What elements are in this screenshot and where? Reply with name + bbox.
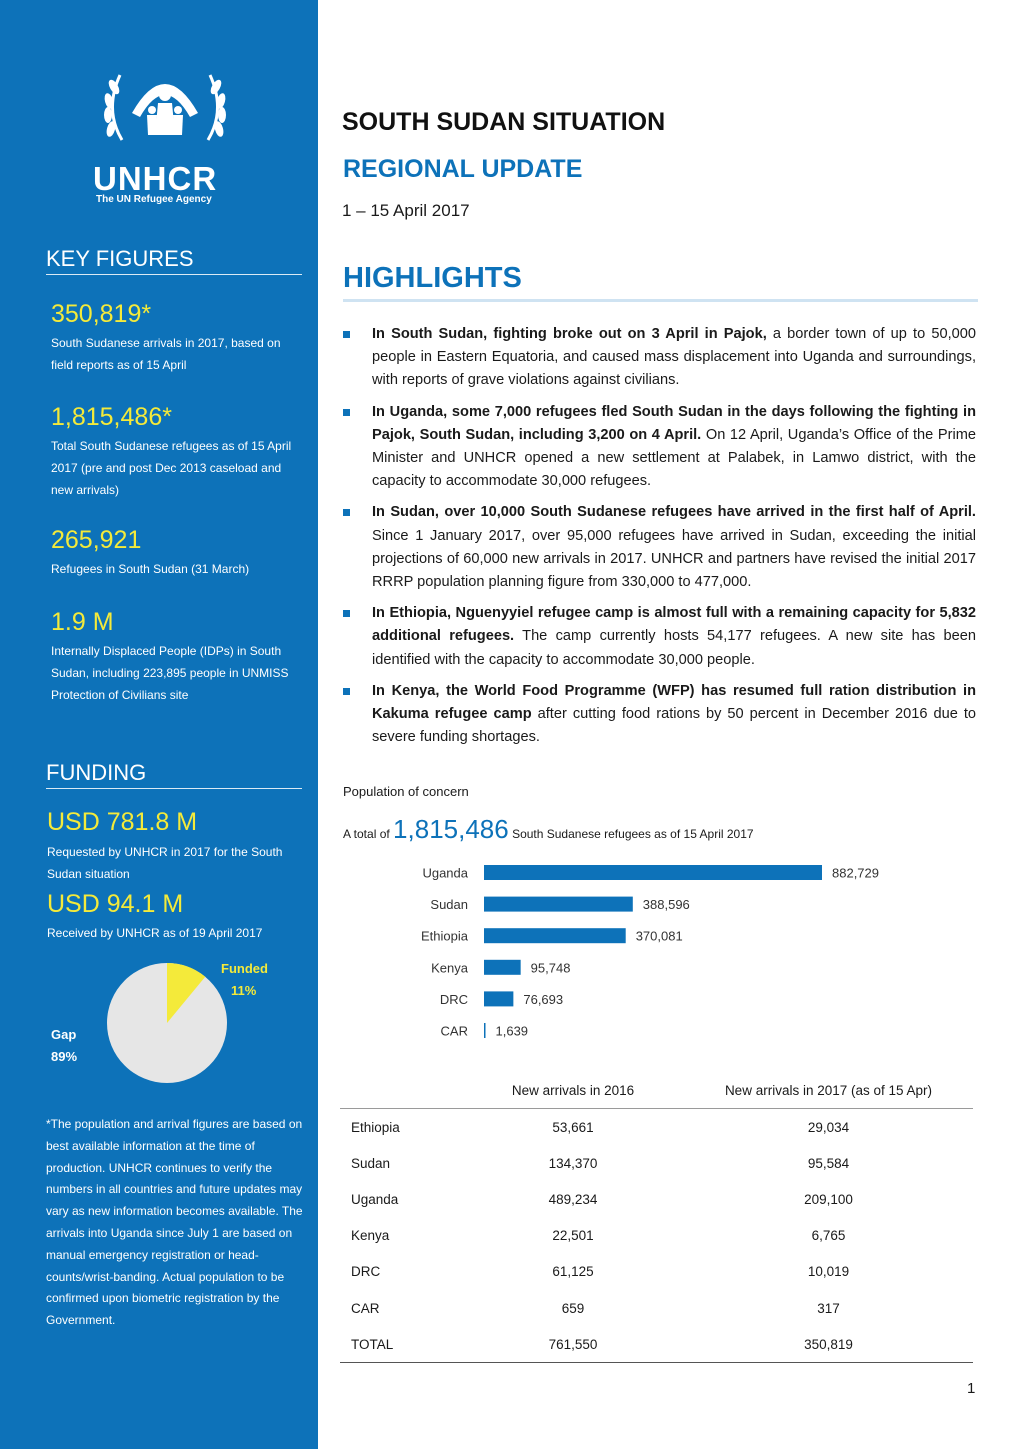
bar-category-label: Sudan (430, 897, 468, 913)
highlight-text: after cutting food rations by 50 percent in December 2016 due to severe funding shortages. (372, 706, 977, 746)
highlight-bold: In Uganda, some 7,000 refugees fled South Sudan in the days following the fighting in Pajok, South Sudan, including 3,200 on 4 April. (372, 403, 976, 443)
bar-uganda (484, 865, 822, 880)
highlight-text: a border town of up to 50,000 people in Eastern Equatoria, and caused mass displacement into Uganda and surroundings, with reports of grave violations against civilians. (372, 326, 976, 389)
bar-category-label: Uganda (422, 865, 468, 881)
table-cell-value: 209,100 (804, 1191, 853, 1207)
highlight-text: Since 1 January 2017, over 95,000 refugees have arrived in Sudan, exceeding the initial projections of 60,000 new arrivals in 2017. UNHCR and partners have revised the initial 2017 RRRP population planning figure from 330,000 to 477,000. (372, 527, 976, 591)
table-cell-value: 61,125 (552, 1264, 594, 1280)
table-row (340, 1109, 973, 1146)
funding-pie-chart (106, 962, 228, 1084)
highlights-list (343, 323, 976, 757)
key-figure-value: 265,921 (51, 526, 142, 554)
table-row (340, 1145, 973, 1181)
key-figure-desc: Internally Displaced People (IDPs) in South Sudan, including 223,895 people in UNMISS Protection of Civilians site (51, 644, 289, 702)
key-figure-value: 350,819* (51, 300, 152, 328)
total-prefix: A total of (343, 827, 390, 841)
bullet-icon (343, 409, 350, 416)
table-cell-value: 317 (817, 1300, 840, 1316)
total-suffix: South Sudanese refugees as of 15 April 2017 (512, 827, 754, 841)
highlight-text: On 12 April, Uganda’s Office of the Prime Minister and UNHCR opened a new settlement at Palabek, in Lamwo district, with the capacity to accommodate 30,000 refugees. (372, 426, 976, 490)
pie-gap-label (51, 1024, 77, 1068)
bar-category-label: Ethiopia (421, 928, 468, 944)
bar-sudan (484, 897, 633, 912)
arrivals-table (340, 1072, 973, 1363)
bullet-icon (343, 610, 350, 617)
highlight-item (343, 323, 976, 393)
table-cell-country: CAR (351, 1300, 380, 1316)
table-cell-value: 6,765 (811, 1228, 846, 1244)
bar-value-label: 388,596 (642, 897, 690, 913)
bar-car (484, 1023, 486, 1038)
report-date: 1 – 15 April 2017 (342, 201, 470, 220)
funding-desc: Received by UNHCR as of 19 April 2017 (47, 926, 263, 940)
funding-value: USD 781.8 M (47, 808, 198, 836)
table-row (340, 1181, 973, 1217)
table-row (340, 1290, 973, 1326)
pie-gap-pct: 89% (51, 1049, 78, 1064)
bar-value-label: 76,693 (523, 991, 564, 1007)
pie-funded-text: Funded (221, 961, 268, 976)
table-cell-value: 29,034 (807, 1119, 850, 1135)
key-figure-value: 1,815,486* (51, 403, 172, 431)
table-cell-value: 350,819 (684, 1326, 973, 1363)
bullet-icon (343, 688, 350, 695)
table-row (340, 1218, 973, 1254)
key-figure-desc: Total South Sudanese refugees as of 15 April 2017 (pre and post Dec 2013 caseload and new arrivals) (51, 439, 292, 497)
table-header: New arrivals in 2016 (462, 1072, 684, 1109)
table-cell-country: Ethiopia (351, 1119, 400, 1135)
key-figure-value: 1.9 M (51, 608, 114, 636)
table-cell-country: Uganda (351, 1191, 399, 1207)
table-cell-value: 489,234 (548, 1191, 598, 1207)
table-cell-value: 134,370 (548, 1155, 598, 1171)
pie-gap-text: Gap (51, 1027, 77, 1042)
bar-kenya (484, 960, 521, 975)
pie-funded-pct: 11% (231, 983, 257, 998)
bar-value-label: 370,081 (635, 928, 683, 944)
highlight-bold: In Ethiopia, Nguenyyiel refugee camp is almost full with a remaining capacity for 5,832 additional refugees. (372, 605, 976, 645)
highlight-bold: In Kenya, the World Food Programme (WFP) has resumed full ration distribution in Kakuma refugee camp (372, 682, 976, 723)
sidebar (0, 0, 318, 1449)
table-row (340, 1254, 973, 1290)
table-cell-value: 22,501 (552, 1228, 594, 1244)
bar-category-label: CAR (440, 1023, 468, 1039)
highlight-item (343, 501, 976, 594)
table-cell-value: 761,550 (462, 1326, 684, 1363)
refugees-bar-chart (343, 855, 943, 1055)
funding-heading: FUNDING (46, 760, 302, 789)
highlight-bold: In Sudan, over 10,000 South Sudanese refugees have arrived in the first half of April. (372, 504, 976, 521)
bar-category-label: DRC (439, 991, 468, 1007)
highlight-item (343, 680, 976, 750)
page-subtitle: REGIONAL UPDATE (343, 155, 583, 183)
highlight-item (343, 401, 976, 494)
page-number: 1 (967, 1380, 976, 1397)
table-cell-value: 95,584 (807, 1155, 850, 1171)
highlight-item (343, 602, 976, 672)
footnote: *The population and arrival figures are based on best available information at the time of production. UNHCR continues to verify the numbers in all countries and future updates may vary as new information becomes available. The arrivals into Uganda since July 1 are based on manual emergency registration or head-counts/wrist-banding. Actual population to be confirmed upon biometric registration by the Government. (46, 1117, 303, 1328)
table-header-row (340, 1072, 973, 1109)
key-figures-heading: KEY FIGURES (46, 246, 302, 275)
table-cell-country: Sudan (351, 1155, 391, 1171)
highlight-text: The camp currently hosts 54,177 refugees. A new site has been identified with the capacity to accommodate 30,000 people. (372, 628, 976, 668)
table-header: New arrivals in 2017 (as of 15 Apr) (684, 1072, 973, 1109)
funding-desc: Requested by UNHCR in 2017 for the South Sudan situation (47, 845, 283, 881)
total-value: 1,815,486 (393, 814, 509, 844)
logo-wordmark: UNHCR (93, 160, 218, 197)
bullet-icon (343, 331, 350, 338)
bar-category-label: Kenya (431, 960, 468, 976)
pie-funded-label (221, 958, 268, 1002)
key-figure-desc: South Sudanese arrivals in 2017, based on field reports as of 15 April (51, 336, 281, 372)
table-cell-country: DRC (351, 1264, 381, 1280)
bullet-icon (343, 509, 350, 516)
population-label: Population of concern (343, 784, 469, 799)
table-cell-value: 659 (561, 1300, 585, 1316)
table-cell-value: 10,019 (807, 1264, 850, 1280)
bar-value-label: 95,748 (530, 960, 571, 976)
page-title: SOUTH SUDAN SITUATION (342, 108, 666, 136)
table-row (340, 1326, 973, 1363)
table-cell-country: TOTAL (340, 1326, 462, 1363)
bar-value-label: 1,639 (495, 1023, 529, 1039)
bar-value-label: 882,729 (832, 865, 879, 881)
table-cell-value: 53,661 (552, 1119, 594, 1135)
highlights-heading: HIGHLIGHTS (343, 262, 978, 302)
key-figure-desc: Refugees in South Sudan (31 March) (51, 562, 250, 576)
table-cell-country: Kenya (351, 1228, 390, 1244)
highlight-bold: In South Sudan, fighting broke out on 3 April in Pajok, (372, 326, 767, 342)
logo-tagline: The UN Refugee Agency (96, 194, 212, 205)
bar-drc (484, 991, 513, 1006)
bar-ethiopia (484, 928, 626, 943)
table-header (340, 1072, 462, 1109)
funding-value: USD 94.1 M (47, 890, 184, 918)
population-total-line (343, 814, 754, 845)
